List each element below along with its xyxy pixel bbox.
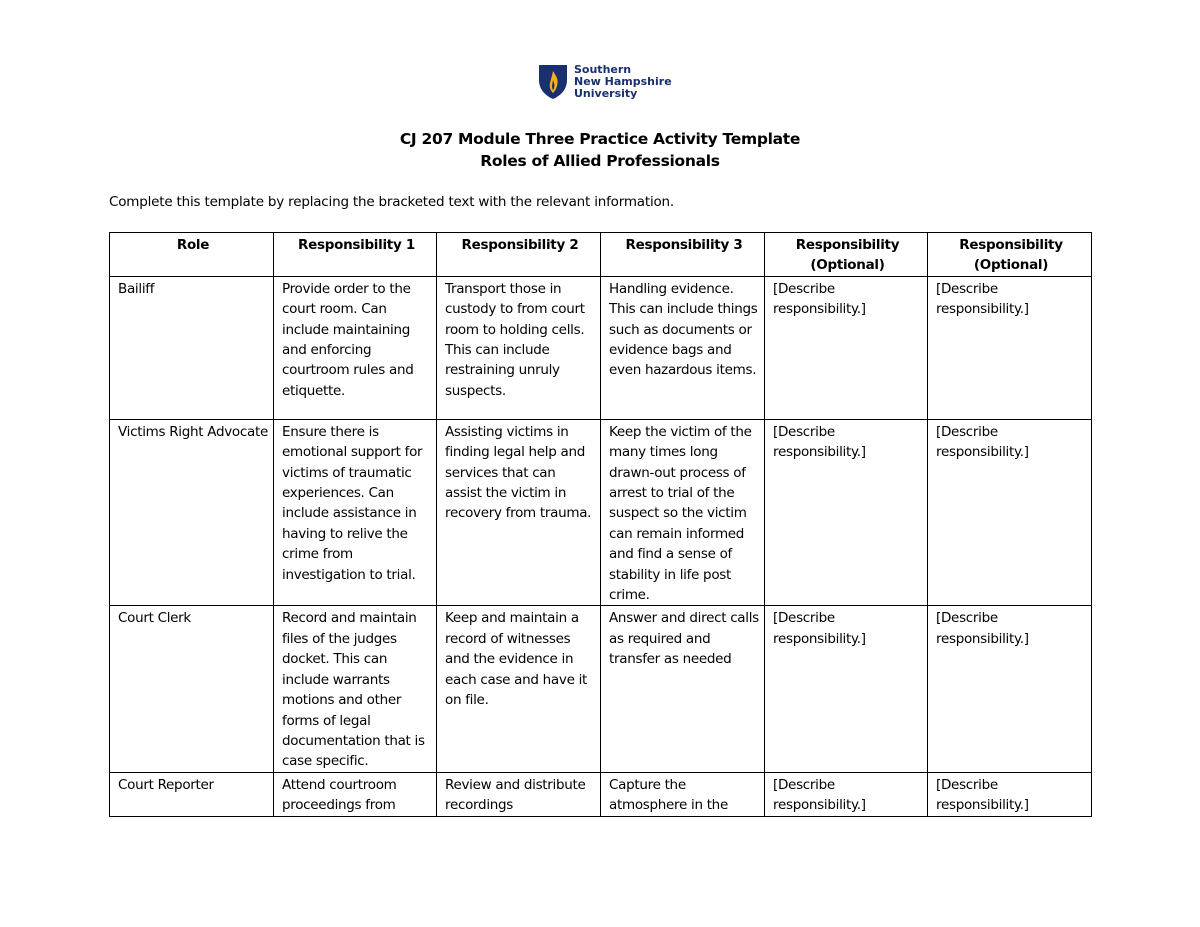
header-responsibility-1: Responsibility 1 <box>274 233 437 277</box>
university-logo <box>538 64 672 100</box>
table-cell: Review and distribute recordings <box>437 772 601 816</box>
table-cell: Handling evidence. This can include things such as documents or evidence bags and even hazardous items. <box>601 276 765 419</box>
title-line-2: Roles of Allied Professionals <box>480 152 720 170</box>
table-cell: Keep the victim of the many times long drawn-out process of arrest to trial of the suspect so the victim can remain informed and find a sense of stability in life post crime. <box>601 419 765 606</box>
table-cell: Keep and maintain a record of witnesses and the evidence in each case and have it on file. <box>437 606 601 772</box>
table-cell: Transport those in custody to from court room to holding cells. This can include restraining unruly suspects. <box>437 276 601 419</box>
table-cell: Provide order to the court room. Can include maintaining and enforcing courtroom rules and etiquette. <box>274 276 437 419</box>
document-title <box>0 128 1200 172</box>
table-row <box>110 419 1092 606</box>
header-responsibility-3: Responsibility 3 <box>601 233 765 277</box>
table-cell: [Describe responsibility.] <box>765 606 928 772</box>
table-cell: [Describe responsibility.] <box>928 606 1092 772</box>
header-responsibility-optional-2: Responsibility (Optional) <box>928 233 1092 277</box>
table-cell: Attend courtroom proceedings from <box>274 772 437 816</box>
role-cell: Court Reporter <box>110 772 274 816</box>
table-cell: [Describe responsibility.] <box>765 419 928 606</box>
flame-shield-icon <box>538 64 568 100</box>
header-role: Role <box>110 233 274 277</box>
table-cell: [Describe responsibility.] <box>928 276 1092 419</box>
table-row <box>110 772 1092 816</box>
logo-line-1: Southern <box>574 63 632 76</box>
logo-line-2: New Hampshire <box>574 75 672 88</box>
table-cell: Record and maintain files of the judges docket. This can include warrants motions and other forms of legal documentation that is case specific. <box>274 606 437 772</box>
role-cell: Court Clerk <box>110 606 274 772</box>
table-cell: Assisting victims in finding legal help and services that can assist the victim in recovery from trauma. <box>437 419 601 606</box>
table-cell: Ensure there is emotional support for victims of traumatic experiences. Can include assistance in having to relive the crime from investigation to trial. <box>274 419 437 606</box>
table-cell: [Describe responsibility.] <box>765 772 928 816</box>
role-cell: Victims Right Advocate <box>110 419 274 606</box>
table-header-row <box>110 233 1092 277</box>
logo-line-3: University <box>574 87 638 100</box>
table-cell: [Describe responsibility.] <box>928 419 1092 606</box>
table-row <box>110 276 1092 419</box>
role-cell: Bailiff <box>110 276 274 419</box>
roles-table <box>109 232 1092 817</box>
instructions-text: Complete this template by replacing the bracketed text with the relevant information. <box>109 194 675 210</box>
table-cell: [Describe responsibility.] <box>928 772 1092 816</box>
title-line-1: CJ 207 Module Three Practice Activity Template <box>399 130 801 148</box>
header-responsibility-optional-1: Responsibility (Optional) <box>765 233 928 277</box>
table-cell: [Describe responsibility.] <box>765 276 928 419</box>
logo-wordmark <box>574 64 672 100</box>
table-cell: Answer and direct calls as required and transfer as needed <box>601 606 765 772</box>
table-row <box>110 606 1092 772</box>
table-cell: Capture the atmosphere in the <box>601 772 765 816</box>
header-responsibility-2: Responsibility 2 <box>437 233 601 277</box>
